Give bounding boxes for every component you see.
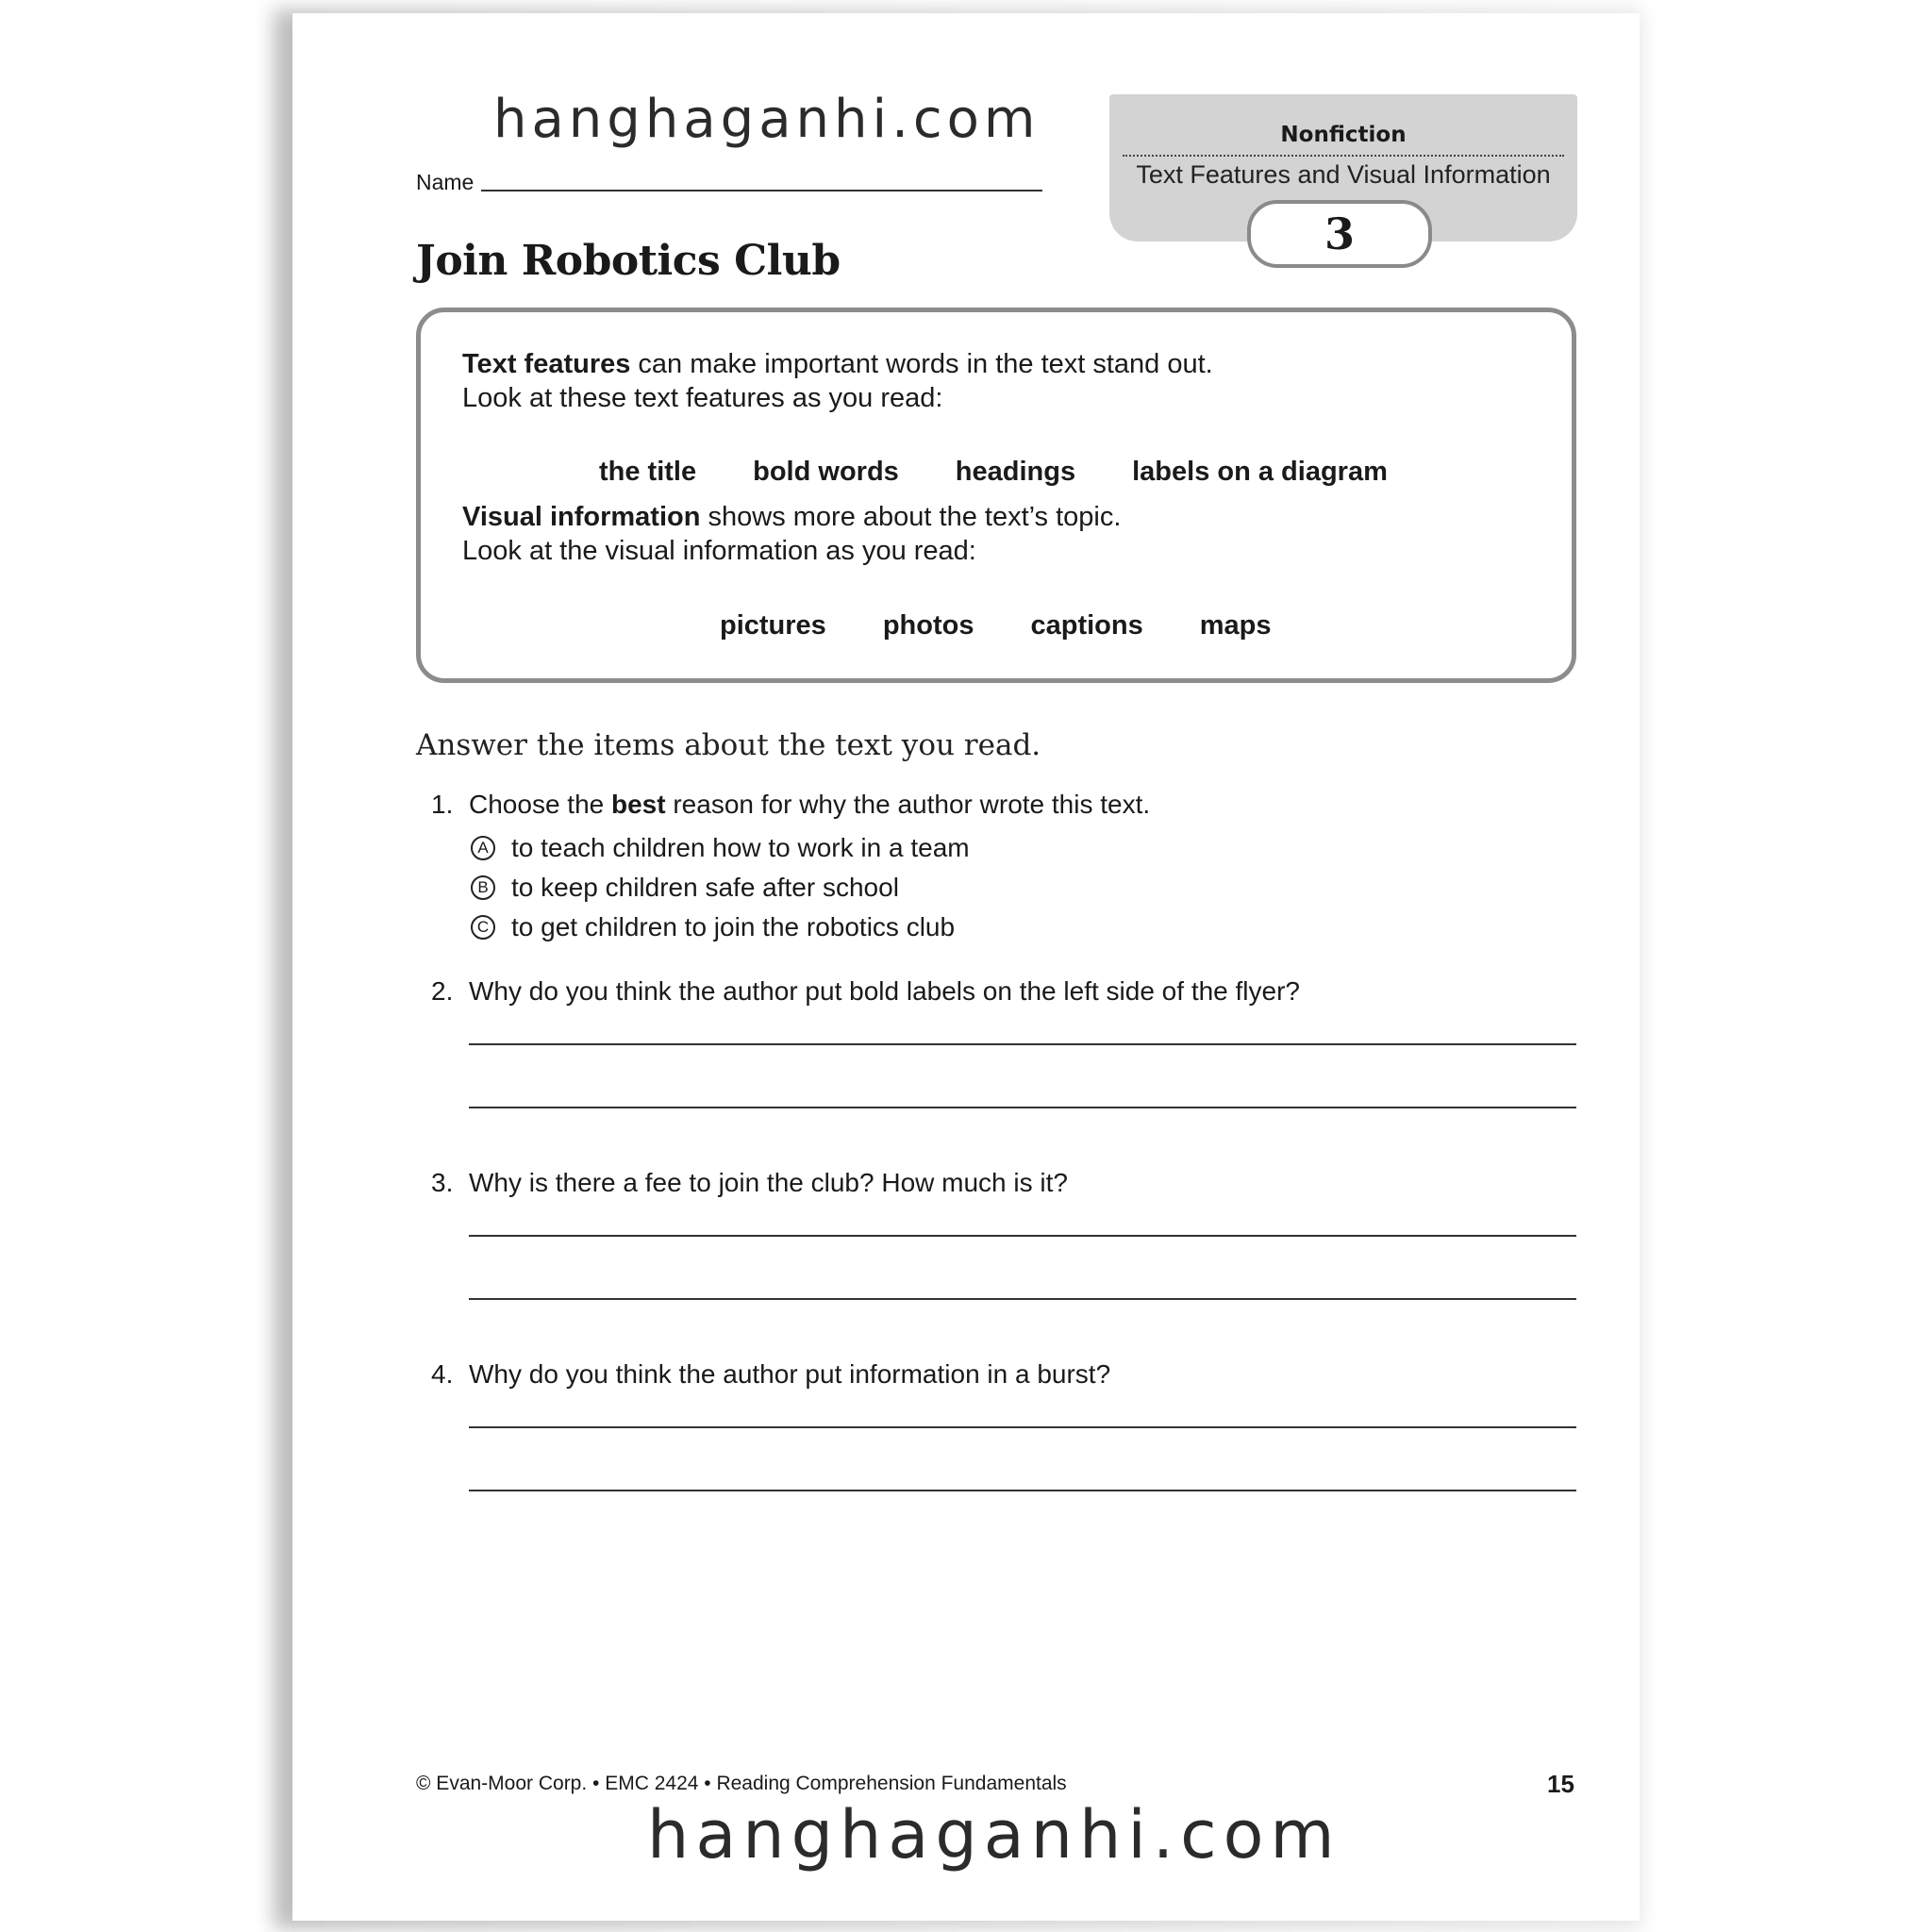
- visual-item: maps: [1199, 610, 1272, 641]
- page-number: 15: [1547, 1770, 1574, 1798]
- footer-copyright: © Evan-Moor Corp. • EMC 2424 • Reading Comprehension Fundamentals: [416, 1773, 1067, 1794]
- feature-item: labels on a diagram: [1132, 457, 1388, 487]
- worksheet-page: [292, 13, 1640, 1921]
- feature-item: the title: [599, 457, 697, 487]
- answer-line[interactable]: [469, 1235, 1576, 1237]
- question-number: 2.: [431, 976, 454, 1006]
- option-text: to teach children how to work in a team: [511, 833, 970, 862]
- answer-line[interactable]: [469, 1043, 1576, 1045]
- question-text: Why do you think the author put information in a burst?: [469, 1359, 1111, 1389]
- visual-info-list: [720, 610, 1272, 641]
- answer-line[interactable]: [469, 1107, 1576, 1108]
- question-number: 1.: [431, 790, 454, 819]
- question-text: [469, 790, 1150, 820]
- question-number: 3.: [431, 1168, 454, 1197]
- category-label: Nonfiction: [1280, 123, 1407, 147]
- question-text: Why do you think the author put bold labels on the left side of the flyer?: [469, 976, 1300, 1006]
- answer-line[interactable]: [469, 1298, 1576, 1300]
- text-features-term: Text features: [462, 349, 631, 379]
- option-bubble[interactable]: C: [471, 915, 495, 940]
- visual-item: pictures: [720, 610, 826, 641]
- option-text: to get children to join the robotics club: [511, 912, 956, 941]
- visual-item: captions: [1030, 610, 1143, 641]
- option-bubble[interactable]: B: [471, 875, 495, 900]
- watermark-bottom: hanghaganhi.com: [647, 1796, 1341, 1874]
- question-text-part: reason for why the author wrote this text.: [665, 790, 1151, 819]
- question-number: 4.: [431, 1359, 454, 1389]
- category-subtitle: Text Features and Visual Information: [1136, 160, 1551, 189]
- option-text: to keep children safe after school: [511, 873, 899, 902]
- answer-line[interactable]: [469, 1426, 1576, 1428]
- visual-info-prompt: Look at the visual information as you read:: [462, 536, 976, 566]
- question-text-part: Choose the: [469, 790, 611, 819]
- text-features-list: [599, 457, 1388, 488]
- lesson-number-badge: 3: [1247, 200, 1432, 268]
- text-features-intro: [462, 347, 1213, 381]
- tab-dotted-divider: [1123, 155, 1564, 157]
- visual-info-desc: shows more about the text’s topic.: [700, 502, 1122, 532]
- feature-item: headings: [955, 457, 1076, 487]
- question-text: Why is there a fee to join the club? How much is it?: [469, 1168, 1068, 1197]
- name-field-line[interactable]: [481, 190, 1042, 192]
- text-features-desc: can make important words in the text stand out.: [630, 349, 1213, 379]
- answer-line[interactable]: [469, 1490, 1576, 1491]
- visual-info-term: Visual information: [462, 502, 701, 532]
- watermark-top: hanghaganhi.com: [493, 89, 1041, 150]
- text-features-prompt: Look at these text features as you read:: [462, 383, 943, 413]
- visual-info-intro: [462, 500, 1121, 534]
- instructions: Answer the items about the text you read.: [416, 728, 1041, 762]
- name-label: Name: [416, 170, 475, 194]
- question-text-emphasis: best: [611, 790, 666, 819]
- option-bubble[interactable]: A: [471, 836, 495, 860]
- page-title: Join Robotics Club: [416, 237, 841, 285]
- feature-item: bold words: [753, 457, 899, 487]
- visual-item: photos: [882, 610, 974, 641]
